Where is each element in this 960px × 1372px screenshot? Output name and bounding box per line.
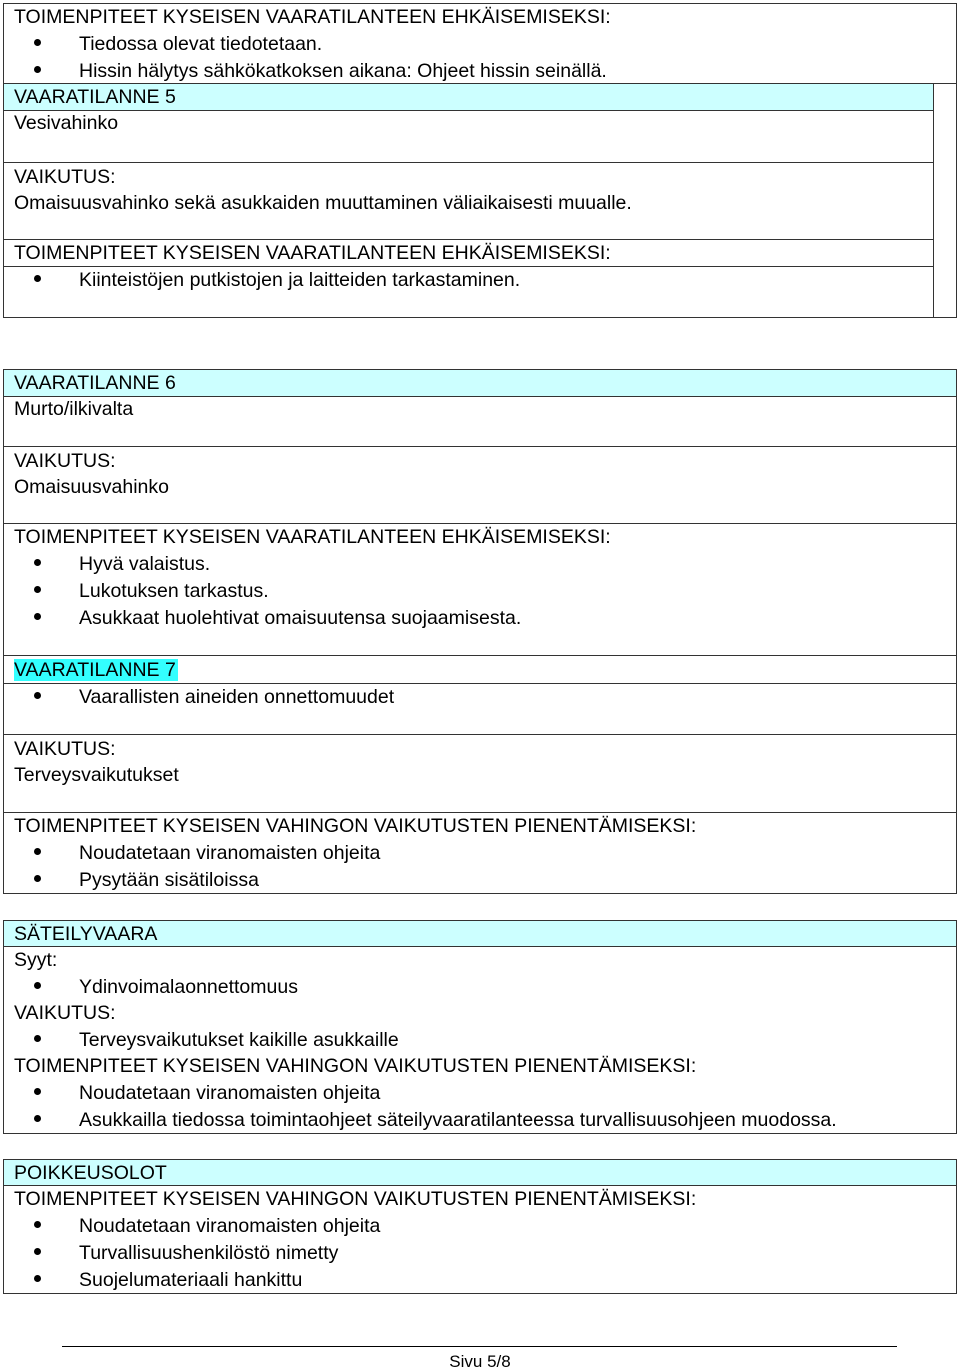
situation-7-title-row <box>4 656 956 684</box>
situation-7-measures-row <box>4 813 956 894</box>
top-measures-heading: TOIMENPITEET KYSEISEN VAARATILANTEEN EHKÄISEMISEKSI: <box>14 6 611 28</box>
situation-7-effect-row <box>4 735 956 813</box>
situation-5-effect: Omaisuusvahinko sekä asukkaiden muuttaminen väliaikaisesti muualle. <box>14 192 632 214</box>
situation-7-measures-heading: TOIMENPITEET KYSEISEN VAHINGON VAIKUTUSTEN PIENENTÄMISEKSI: <box>14 815 697 837</box>
situation-6-measures-heading: TOIMENPITEET KYSEISEN VAARATILANTEEN EHKÄISEMISEKSI: <box>14 526 611 548</box>
bullet-icon <box>34 982 41 989</box>
radiation-measures-heading: TOIMENPITEET KYSEISEN VAHINGON VAIKUTUSTEN PIENENTÄMISEKSI: <box>14 1055 697 1077</box>
list-item: Noudatetaan viranomaisten ohjeita <box>34 1081 380 1105</box>
list-item: Turvallisuushenkilöstö nimetty <box>34 1241 338 1265</box>
footer-divider <box>62 1346 897 1347</box>
radiation-table <box>3 920 957 1134</box>
radiation-causes-heading: Syyt: <box>14 949 58 971</box>
exceptions-table <box>3 1159 957 1294</box>
list-item: Noudatetaan viranomaisten ohjeita <box>34 841 380 865</box>
situation-5-description: Vesivahinko <box>14 112 119 134</box>
exceptions-title: POIKKEUSOLOT <box>14 1162 167 1184</box>
situation-5-description-row <box>4 111 933 163</box>
bullet-icon <box>34 692 41 699</box>
situation-6-description: Murto/ilkivalta <box>14 398 134 420</box>
bullet-icon <box>34 613 41 620</box>
page-number: Sivu 5/8 <box>449 1352 511 1371</box>
situation-7-effect: Terveysvaikutukset <box>14 764 179 786</box>
bullet-icon <box>34 875 41 882</box>
bullet-icon <box>34 559 41 566</box>
list-item: Asukkaat huolehtivat omaisuutensa suojaamisesta. <box>34 606 521 630</box>
bullet-icon <box>34 275 41 282</box>
radiation-title: SÄTEILYVAARA <box>14 923 158 945</box>
situation-6-title: VAARATILANNE 6 <box>14 372 176 394</box>
situation-7-effect-heading: VAIKUTUS: <box>14 738 116 760</box>
situation-5-measures-heading: TOIMENPITEET KYSEISEN VAARATILANTEEN EHKÄISEMISEKSI: <box>14 242 611 264</box>
situation-6-effect: Omaisuusvahinko <box>14 476 169 498</box>
situation-7-title: VAARATILANNE 7 <box>14 659 176 681</box>
situation-6-7-table <box>3 369 957 894</box>
list-item: Noudatetaan viranomaisten ohjeita <box>34 1214 380 1238</box>
bullet-icon <box>34 1248 41 1255</box>
bullet-icon <box>34 1115 41 1122</box>
list-item: Lukotuksen tarkastus. <box>34 579 269 603</box>
situation-5-table <box>3 3 957 318</box>
list-item: Suojelumateriaali hankittu <box>34 1268 302 1292</box>
situation-6-effect-heading: VAIKUTUS: <box>14 450 116 472</box>
exceptions-body <box>4 1186 956 1294</box>
exceptions-title-row <box>4 1160 956 1186</box>
list-item: Hissin hälytys sähkökatkoksen aikana: Ohjeet hissin seinällä. <box>34 59 607 83</box>
radiation-effect-heading: VAIKUTUS: <box>14 1002 116 1024</box>
situation-6-title-row <box>4 370 956 397</box>
list-item: Terveysvaikutukset kaikille asukkaille <box>34 1028 399 1052</box>
bullet-icon <box>34 586 41 593</box>
bullet-icon <box>34 1275 41 1282</box>
list-item: Asukkailla tiedossa toimintaohjeet säteilyvaaratilanteessa turvallisuusohjeen muodossa. <box>34 1108 837 1132</box>
list-item: Pysytään sisätiloissa <box>34 868 259 892</box>
exceptions-measures-heading: TOIMENPITEET KYSEISEN VAHINGON VAIKUTUSTEN PIENENTÄMISEKSI: <box>14 1188 697 1210</box>
situation-5-title: VAARATILANNE 5 <box>14 86 176 108</box>
list-item: Kiinteistöjen putkistojen ja laitteiden tarkastaminen. <box>34 268 520 292</box>
radiation-title-row <box>4 921 956 947</box>
list-item: Hyvä valaistus. <box>34 552 210 576</box>
bullet-icon <box>34 1221 41 1228</box>
situation-5-body <box>4 84 934 318</box>
radiation-body <box>4 947 956 1134</box>
bullet-icon <box>34 66 41 73</box>
list-item: Tiedossa olevat tiedotetaan. <box>34 32 322 56</box>
situation-5-title-row <box>4 84 933 111</box>
situation-6-description-row <box>4 397 956 447</box>
top-measures-row <box>4 4 956 84</box>
bullet-icon <box>34 848 41 855</box>
list-item: Vaarallisten aineiden onnettomuudet <box>34 685 394 709</box>
list-item: Ydinvoimalaonnettomuus <box>34 975 298 999</box>
bullet-icon <box>34 1035 41 1042</box>
bullet-icon <box>34 1088 41 1095</box>
situation-5-measures-heading-row <box>4 240 933 267</box>
situation-5-effect-row <box>4 163 933 240</box>
situation-6-effect-row <box>4 447 956 524</box>
bullet-icon <box>34 39 41 46</box>
situation-5-measures-row <box>4 267 933 318</box>
situation-7-description-row <box>4 684 956 735</box>
situation-6-measures-row <box>4 524 956 656</box>
situation-5-effect-heading: VAIKUTUS: <box>14 166 116 188</box>
